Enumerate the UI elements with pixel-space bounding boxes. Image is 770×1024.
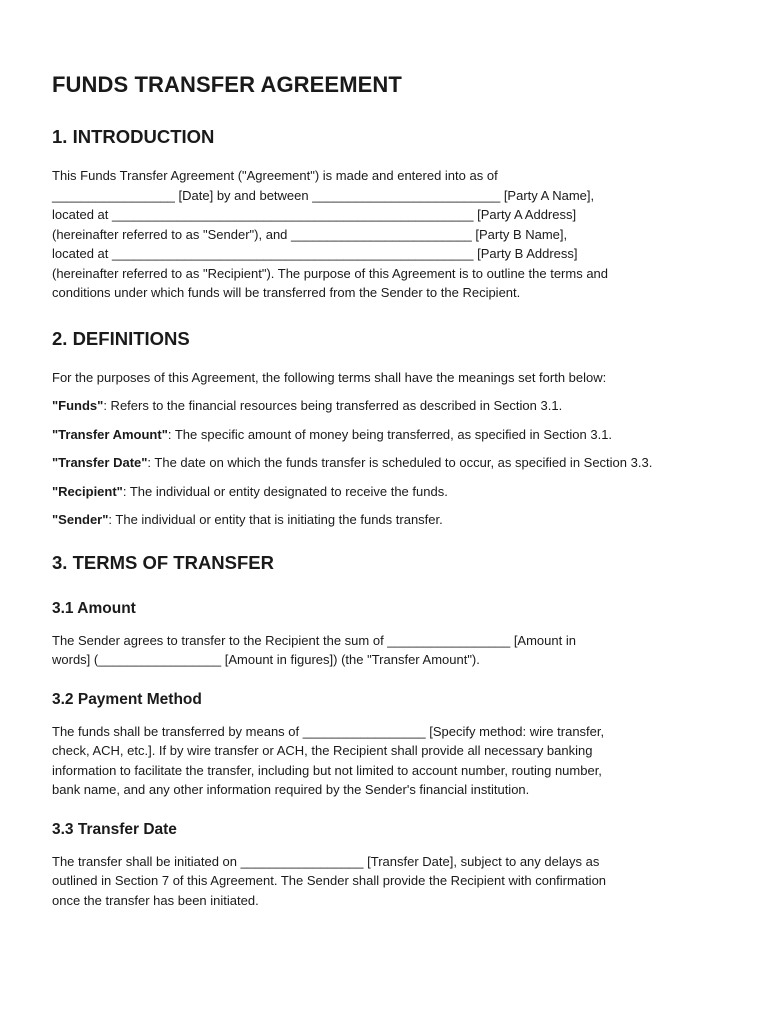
transfer-date-line: The transfer shall be initiated on _________________ [Transfer Date], subject to any delays as bbox=[52, 853, 600, 869]
definition-term: "Recipient" bbox=[52, 483, 123, 499]
section-heading-definitions: 2. DEFINITIONS bbox=[52, 327, 190, 349]
subsection-payment-method bbox=[52, 691, 720, 800]
intro-line: (hereinafter referred to as "Recipient"). The purpose of this Agreement is to outline the terms and bbox=[52, 265, 609, 281]
definition-term: "Sender" bbox=[52, 512, 109, 527]
transfer-date-line: outlined in Section 7 of this Agreement. The Sender shall provide the Recipient with confirmation bbox=[52, 873, 607, 888]
intro-line: located at __________________________________________________ [Party B Address] bbox=[52, 246, 578, 261]
document-title: FUNDS TRANSFER AGREEMENT bbox=[52, 72, 402, 97]
subsection-transfer-date bbox=[52, 821, 720, 911]
subsection-heading-transfer-date: 3.3 Transfer Date bbox=[52, 820, 177, 838]
definition-text: : The specific amount of money being transferred, as specified in Section 3.1. bbox=[167, 426, 613, 442]
intro-line: _________________ [Date] by and between __________________________ [Party A Name], bbox=[52, 187, 595, 203]
payment-line: information to facilitate the transfer, including but not limited to account number, routing number, bbox=[52, 762, 602, 778]
definition-term: "Funds" bbox=[52, 398, 104, 413]
definition-item bbox=[52, 510, 720, 530]
definition-item bbox=[52, 482, 720, 502]
intro-line: (hereinafter referred to as "Sender"), and _________________________ [Party B Name], bbox=[52, 226, 568, 242]
section-terms-of-transfer bbox=[52, 552, 720, 911]
intro-line: located at __________________________________________________ [Party A Address] bbox=[52, 207, 577, 222]
introduction-paragraph bbox=[52, 166, 720, 303]
payment-line: The funds shall be transferred by means of _________________ [Specify method: wire transfer, bbox=[52, 723, 605, 739]
transfer-date-paragraph bbox=[52, 852, 720, 911]
definition-text: : The individual or entity designated to receive the funds. bbox=[122, 483, 448, 499]
definition-item bbox=[52, 425, 702, 445]
definition-text: : The date on which the funds transfer is scheduled to occur, as specified in Section 3.3. bbox=[147, 455, 653, 470]
intro-line: This Funds Transfer Agreement ("Agreement") is made and entered into as of bbox=[52, 168, 498, 183]
amount-paragraph bbox=[52, 631, 720, 670]
transfer-date-line: once the transfer has been initiated. bbox=[52, 892, 259, 908]
section-heading-terms: 3. TERMS OF TRANSFER bbox=[52, 551, 275, 573]
definition-term: "Transfer Date" bbox=[52, 455, 148, 470]
payment-line: check, ACH, etc.]. If by wire transfer or ACH, the Recipient shall provide all necessary banking bbox=[52, 743, 593, 758]
definition-text: : The individual or entity that is initiating the funds transfer. bbox=[108, 512, 443, 527]
subsection-heading-payment-method: 3.2 Payment Method bbox=[52, 690, 202, 708]
subsection-amount bbox=[52, 600, 720, 670]
definition-term: "Transfer Amount" bbox=[52, 426, 168, 442]
section-introduction bbox=[52, 126, 720, 303]
subsection-heading-amount: 3.1 Amount bbox=[52, 599, 136, 617]
amount-line: The Sender agrees to transfer to the Recipient the sum of _________________ [Amount in bbox=[52, 632, 576, 648]
definitions-intro: For the purposes of this Agreement, the following terms shall have the meanings set forth below: bbox=[52, 369, 607, 385]
section-definitions bbox=[52, 328, 720, 530]
intro-line: conditions under which funds will be transferred from the Sender to the Recipient. bbox=[52, 285, 521, 300]
definition-item bbox=[52, 453, 702, 473]
payment-method-paragraph bbox=[52, 722, 720, 800]
definition-item bbox=[52, 396, 720, 416]
payment-line: bank name, and any other information required by the Sender's financial institution. bbox=[52, 782, 530, 797]
amount-line: words] (_________________ [Amount in figures]) (the "Transfer Amount"). bbox=[52, 652, 480, 667]
definition-text: : Refers to the financial resources being transferred as described in Section 3.1. bbox=[103, 398, 563, 413]
section-heading-introduction: 1. INTRODUCTION bbox=[52, 126, 215, 147]
